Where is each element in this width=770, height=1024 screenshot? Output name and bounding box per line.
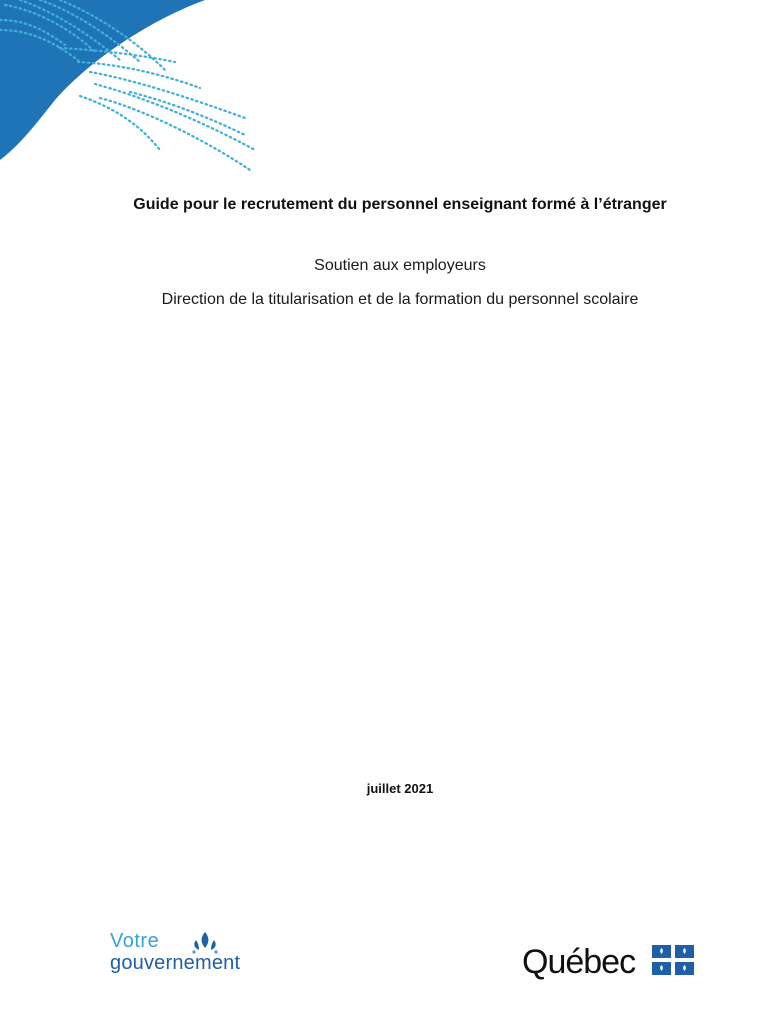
votre-gouvernement-line2: gouvernement bbox=[110, 952, 241, 974]
publication-date: juillet 2021 bbox=[366, 781, 434, 796]
quebec-logo bbox=[522, 943, 702, 985]
corner-wave-art bbox=[0, 0, 270, 175]
quebec-flag-icon bbox=[652, 945, 694, 975]
votre-gouvernement-logo bbox=[110, 930, 270, 980]
direction-name: Direction de la titularisation et de la formation du personnel scolaire bbox=[161, 291, 639, 308]
votre-gouvernement-line1: Votre bbox=[110, 930, 160, 952]
document-subtitle: Soutien aux employeurs bbox=[314, 257, 486, 274]
quebec-wordmark: Québec bbox=[522, 943, 636, 981]
document-title: Guide pour le recrutement du personnel enseignant formé à l’étranger bbox=[133, 196, 667, 213]
